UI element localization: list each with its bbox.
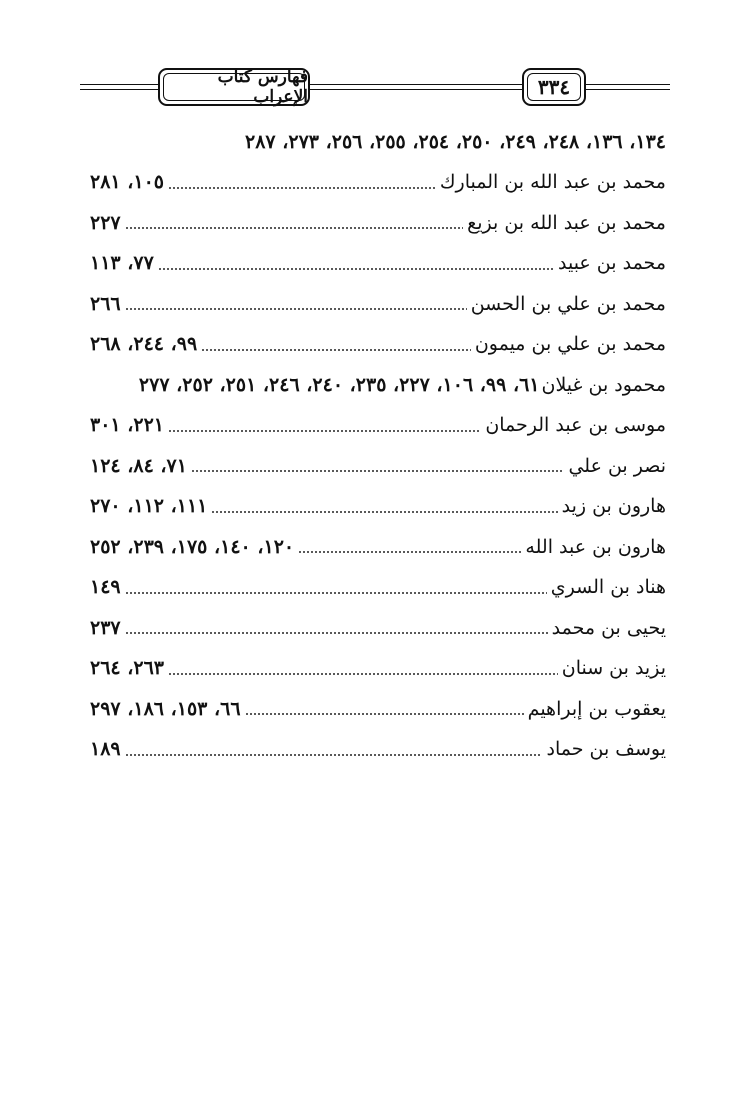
entry-name: محمد بن علي بن الحسن xyxy=(470,292,666,315)
leader-dots xyxy=(168,419,481,433)
entry-pages: ٢٦٦ xyxy=(90,292,121,315)
index-entry xyxy=(90,446,666,487)
index-entry xyxy=(90,608,666,649)
header-rule-left-top xyxy=(80,84,158,85)
entry-pages: ١٨٩ xyxy=(90,738,121,761)
entry-pages: ٩٩، ٢٤٤، ٢٦٨ xyxy=(90,333,198,356)
index-entry xyxy=(90,730,666,771)
leader-dots xyxy=(125,621,548,635)
header-rule-left-bottom xyxy=(80,89,158,90)
index-entry xyxy=(90,325,666,366)
entry-pages: ٧١، ٨٤، ١٢٤ xyxy=(90,454,187,477)
page-number: ٣٣٤ xyxy=(537,75,571,99)
entry-name: يوسف بن حماد xyxy=(546,738,666,761)
index-entry xyxy=(90,487,666,528)
entry-pages: ٢٢١، ٣٠١ xyxy=(90,414,164,437)
index-entry xyxy=(90,203,666,244)
header-rule-middle-top xyxy=(310,84,522,85)
page-header xyxy=(80,60,670,120)
entry-pages: ٧٧، ١١٣ xyxy=(90,252,154,275)
entry-pages: ١٢٠، ١٤٠، ١٧٥، ٢٣٩، ٢٥٢ xyxy=(90,535,295,558)
header-rule-right-top xyxy=(586,84,670,85)
continuation-pages: ١٣٤، ١٣٦، ٢٤٨، ٢٤٩، ٢٥٠، ٢٥٤، ٢٥٥، ٢٥٦، ٢٧٣، ٢٨٧ xyxy=(245,130,666,153)
entry-name: محمد بن علي بن ميمون xyxy=(474,333,666,356)
index-list xyxy=(90,122,666,770)
index-entry xyxy=(90,284,666,325)
entry-name: محمود بن غيلان xyxy=(541,373,666,396)
index-entry xyxy=(90,163,666,204)
entry-name: يعقوب بن إبراهيم xyxy=(527,697,666,720)
entry-name: يزيد بن سنان xyxy=(561,657,666,680)
index-entry xyxy=(90,568,666,609)
leader-dots xyxy=(125,297,467,311)
entry-name: محمد بن عبد الله بن بزيع xyxy=(467,211,666,234)
entry-pages: ١١١، ١١٢، ٢٧٠ xyxy=(90,495,208,518)
entry-pages: ٢٣٧ xyxy=(90,616,121,639)
leader-dots xyxy=(168,176,436,190)
header-rule-middle-bottom xyxy=(310,89,522,90)
entry-name: يحيى بن محمد xyxy=(551,616,666,639)
page-number-box xyxy=(522,68,586,106)
leader-dots xyxy=(298,540,521,554)
entry-name: هناد بن السري xyxy=(550,576,666,599)
leader-dots xyxy=(211,500,557,514)
header-title-box xyxy=(158,68,310,106)
continuation-line xyxy=(90,122,666,163)
index-entry xyxy=(90,244,666,285)
entry-name: هارون بن زيد xyxy=(561,495,666,518)
entry-name: هارون بن عبد الله xyxy=(525,535,666,558)
header-rule-right-bottom xyxy=(586,89,670,90)
entry-pages: ٢٢٧ xyxy=(90,211,121,234)
entry-name: نصر بن علي xyxy=(568,454,666,477)
leader-dots xyxy=(191,459,564,473)
header-title: فهارس كتاب الإعراب xyxy=(217,67,308,107)
leader-dots xyxy=(125,216,464,230)
leader-dots xyxy=(158,257,554,271)
entry-name: محمد بن عبد الله بن المبارك xyxy=(439,171,666,194)
entry-name: محمد بن عبيد xyxy=(557,252,666,275)
entry-pages: ١٠٥، ٢٨١ xyxy=(90,171,164,194)
index-entry xyxy=(90,406,666,447)
index-entry xyxy=(90,689,666,730)
leader-dots xyxy=(125,743,543,757)
index-entry xyxy=(90,365,666,406)
leader-dots xyxy=(125,581,547,595)
entry-pages: ١٤٩ xyxy=(90,576,121,599)
index-entry xyxy=(90,649,666,690)
index-entry xyxy=(90,527,666,568)
leader-dots xyxy=(201,338,471,352)
leader-dots xyxy=(168,662,558,676)
entry-pages: ٢٦٣، ٢٦٤ xyxy=(90,657,164,680)
leader-dots xyxy=(245,702,524,716)
entry-pages: ٦٦، ١٥٣، ١٨٦، ٢٩٧ xyxy=(90,697,241,720)
entry-name: موسى بن عبد الرحمان xyxy=(485,414,666,437)
entry-pages: ٦١، ٩٩، ١٠٦، ٢٢٧، ٢٣٥، ٢٤٠، ٢٤٦، ٢٥١، ٢٥٢، ٢٧٧ xyxy=(138,373,540,396)
